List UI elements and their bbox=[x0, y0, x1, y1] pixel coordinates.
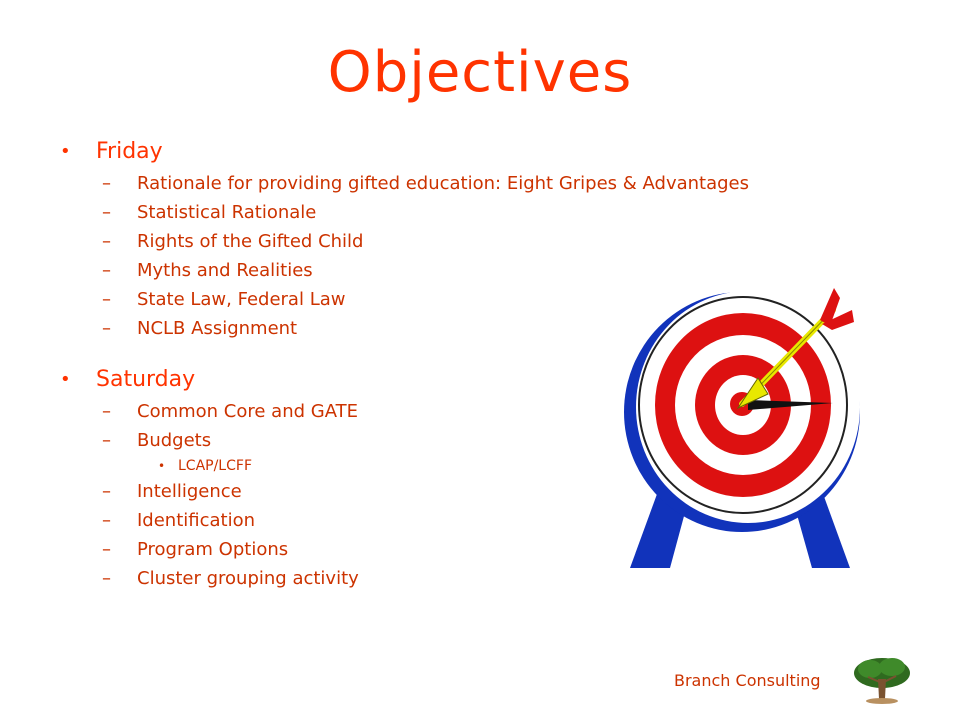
bullet: • bbox=[158, 459, 166, 473]
bullet: • bbox=[60, 369, 71, 390]
dash: – bbox=[102, 260, 111, 281]
sub-list-item-text: LCAP/LCFF bbox=[178, 458, 252, 474]
bullet: • bbox=[60, 141, 71, 162]
list-item-text: NCLB Assignment bbox=[137, 318, 298, 339]
list-item-text: Statistical Rationale bbox=[137, 202, 317, 223]
list-item bbox=[60, 256, 920, 285]
dash: – bbox=[102, 231, 111, 252]
section-heading-text: Saturday bbox=[96, 367, 196, 392]
dash: – bbox=[102, 289, 111, 310]
dash: – bbox=[102, 481, 111, 502]
dash: – bbox=[102, 202, 111, 223]
tree-ground bbox=[866, 698, 898, 704]
section-heading bbox=[60, 135, 920, 169]
list-item-text: Cluster grouping activity bbox=[137, 568, 359, 589]
list-item-text: Intelligence bbox=[137, 481, 242, 502]
list-item bbox=[60, 227, 920, 256]
list-item-text: Rights of the Gifted Child bbox=[137, 231, 364, 252]
slide-title: Objectives bbox=[327, 40, 633, 105]
list-item-text: Rationale for providing gifted education: Eight Gripes & Advantages bbox=[137, 173, 749, 194]
section-heading-text: Friday bbox=[96, 139, 163, 164]
dash: – bbox=[102, 568, 111, 589]
dash: – bbox=[102, 401, 111, 422]
dash: – bbox=[102, 539, 111, 560]
target-with-arrow-icon bbox=[608, 282, 864, 572]
list-item-text: Budgets bbox=[137, 430, 212, 451]
footer-company-name: Branch Consulting bbox=[674, 671, 821, 690]
tree-canopy-left bbox=[858, 660, 882, 678]
list-item-text: Myths and Realities bbox=[137, 260, 313, 281]
list-item-text: Program Options bbox=[137, 539, 289, 560]
list-item bbox=[60, 198, 920, 227]
list-item-text: Identification bbox=[137, 510, 256, 531]
dash: – bbox=[102, 510, 111, 531]
dash: – bbox=[102, 318, 111, 339]
dash: – bbox=[102, 173, 111, 194]
list-item bbox=[60, 169, 920, 198]
tree-canopy-right bbox=[879, 658, 905, 676]
tree-logo-icon bbox=[852, 655, 912, 705]
dash: – bbox=[102, 430, 111, 451]
list-item-text: Common Core and GATE bbox=[137, 401, 358, 422]
list-item-text: State Law, Federal Law bbox=[137, 289, 346, 310]
